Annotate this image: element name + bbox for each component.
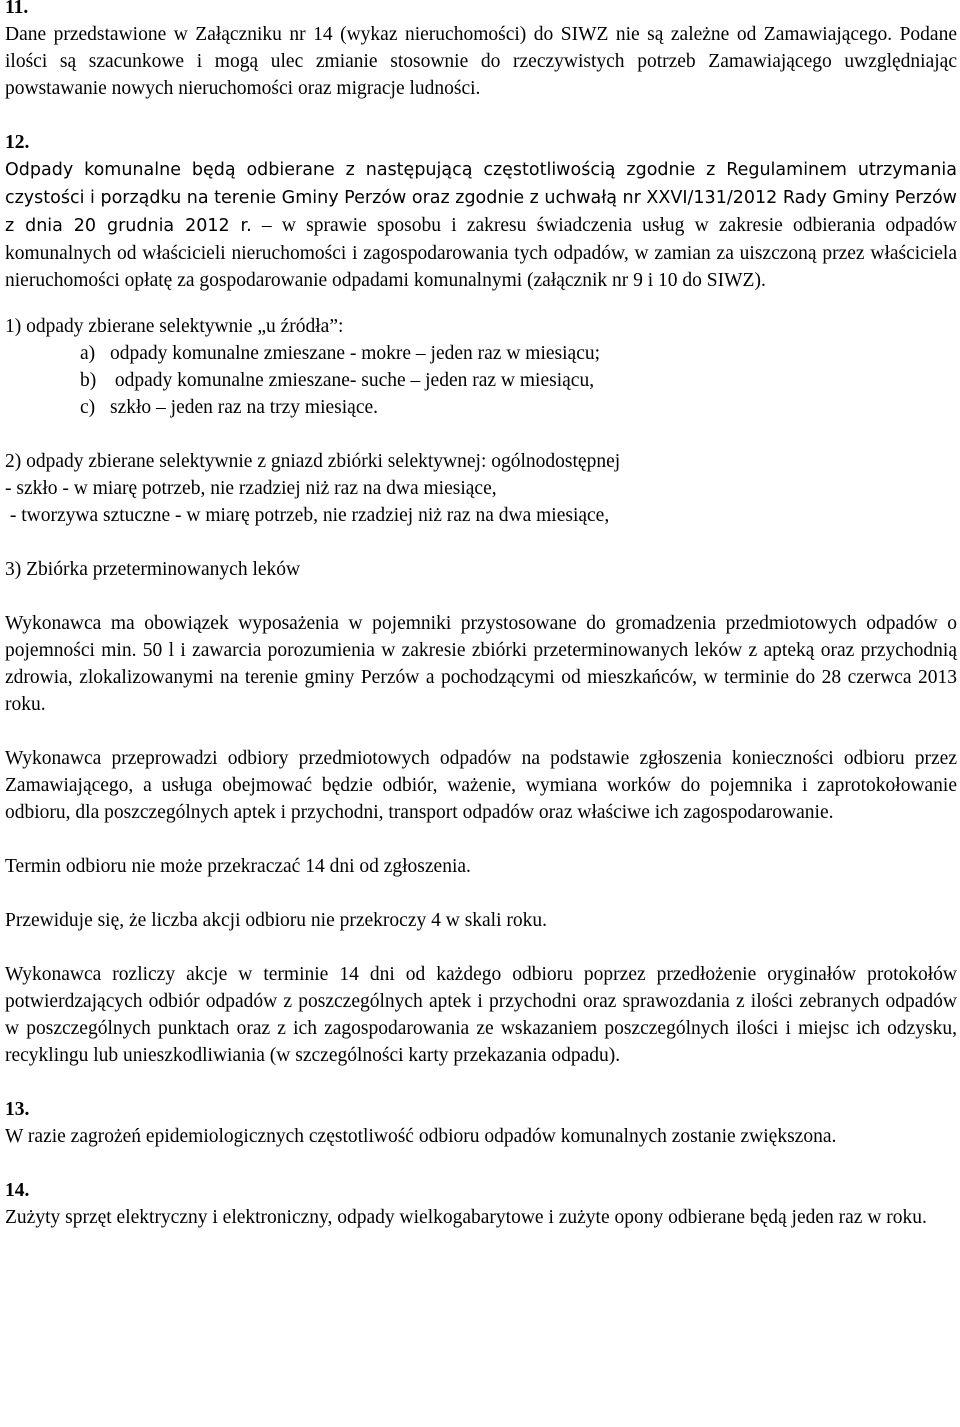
list-1-heading: 1) odpady zbierane selektywnie „u źródła”:	[5, 316, 344, 337]
section-12-intro-serif: – w sprawie sposobu i zakresu świadczenia usług w zakresie odbierania odpadów komunalnych od właścicieli nieruchomości i zagospodarowania tych odpadów, w zamian za uiszczoną przez właściciela nieruchomości opłatę za gospodarowanie odpadami komunalnymi (załącznik nr 9 i 10 do SIWZ).	[5, 215, 958, 291]
paragraph-settlement: Wykonawca rozliczy akcje w terminie 14 dni od każdego odbioru poprzez przedłożenie oryginałów protokołów potwierdzających odbiór odpadów z poszczególnych aptek i przychodni oraz sprawozdania z ilości zebranych odpadów w poszczególnych punktach oraz z ich zagospodarowania ze wskazaniem poszczególnych ilości i miejsc ich odzysku, recyklingu lub unieszkodliwiania (w szczególności karty przekazania odpadu).	[5, 964, 957, 1066]
section-12-number: 12.	[5, 132, 30, 153]
list-1-item-b	[5, 367, 957, 394]
section-14-text: Zużyty sprzęt elektryczny i elektroniczny, odpady wielkogabarytowe i zużyte opony odbierane będą jeden raz w roku.	[5, 1207, 927, 1228]
list-1-item-a-label: a)	[80, 343, 96, 364]
list-2-heading: 2) odpady zbierane selektywnie z gniazd zbiórki selektywnej: ogólnodostępnej	[5, 451, 621, 472]
list-1-item-c-text: szkło – jeden raz na trzy miesiące.	[110, 397, 379, 418]
section-14-number: 14.	[5, 1180, 30, 1201]
section-12-intro-sans: Odpady komunalne będą odbierane z następującą częstotliwością zgodnie z Regulaminem utrzymania czystości i porządku na terenie Gminy Perzów oraz zgodnie z uchwałą nr XXVI/131/2012 Rady Gminy Perzów z dnia 20 grudnia 2012 r.	[5, 160, 957, 236]
list-3-heading: 3) Zbiórka przeterminowanych leków	[5, 559, 301, 580]
list-1-item-a	[5, 340, 957, 367]
list-1-item-a-text: odpady komunalne zmieszane - mokre – jeden raz w miesiącu;	[110, 343, 601, 364]
paragraph-pickups: Wykonawca przeprowadzi odbiory przedmiotowych odpadów na podstawie zgłoszenia konieczności odbioru przez Zamawiającego, a usługa obejmować będzie odbiór, ważenie, wymiana worków do pojemnika i zaprotokołowanie odbioru, dla poszczególnych aptek i przychodni, transport odpadów oraz właściwe ich zagospodarowanie.	[5, 748, 957, 823]
section-13-number: 13.	[5, 1099, 30, 1120]
list-1-item-b-label: b)	[80, 370, 97, 391]
paragraph-deadline: Termin odbioru nie może przekraczać 14 dni od zgłoszenia.	[5, 856, 471, 877]
document-page	[5, 0, 957, 1231]
paragraph-frequency: Przewiduje się, że liczba akcji odbioru nie przekroczy 4 w skali roku.	[5, 910, 548, 931]
section-11-text: Dane przedstawione w Załączniku nr 14 (wykaz nieruchomości) do SIWZ nie są zależne od Zamawiającego. Podane ilości są szacunkowe i mogą ulec zmianie stosownie do rzeczywistych potrzeb Zamawiającego uwzględniając powstawanie nowych nieruchomości oraz migracje ludności.	[5, 24, 957, 99]
section-12-intro	[5, 156, 957, 294]
section-13-text: W razie zagrożeń epidemiologicznych częstotliwość odbioru odpadów komunalnych zostanie zwiększona.	[5, 1126, 837, 1147]
list-2-item-2: - tworzywa sztuczne - w miarę potrzeb, nie rzadziej niż raz na dwa miesiące,	[5, 505, 610, 526]
list-2-item-1: - szkło - w miarę potrzeb, nie rzadziej niż raz na dwa miesiące,	[5, 478, 497, 499]
list-1-item-c	[5, 394, 957, 421]
list-1-item-b-text: odpady komunalne zmieszane- suche – jeden raz w miesiącu,	[110, 370, 595, 391]
list-1-item-c-label: c)	[80, 397, 96, 418]
paragraph-containers: Wykonawca ma obowiązek wyposażenia w pojemniki przystosowane do gromadzenia przedmiotowych odpadów o pojemności min. 50 l i zawarcia porozumienia w zakresie zbiórki przeterminowanych leków z apteką oraz przychodnią zdrowia, zlokalizowanymi na terenie gminy Perzów a pochodzącymi od mieszkańców, w terminie do 28 czerwca 2013 roku.	[5, 613, 957, 715]
section-11-number: 11.	[5, 0, 29, 18]
